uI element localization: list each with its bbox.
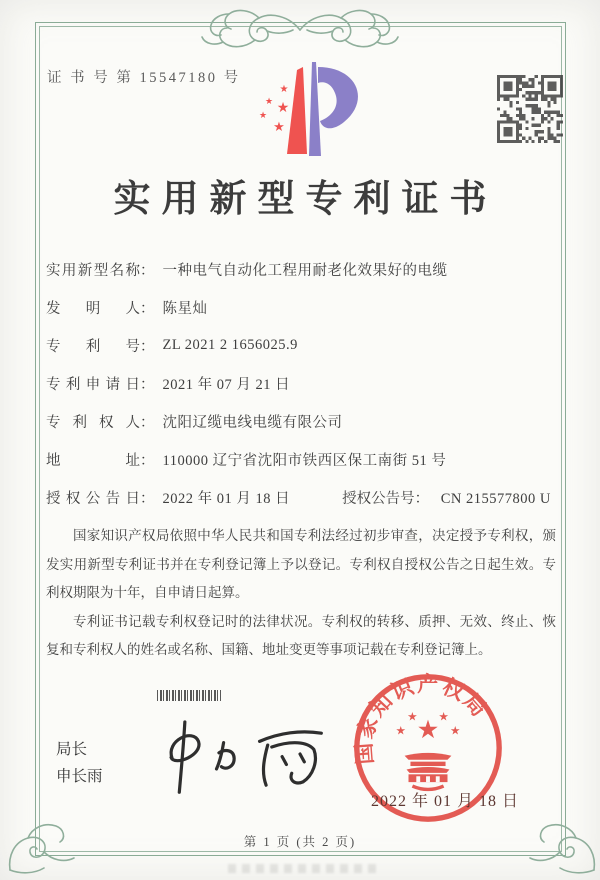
- field-value-filing-date: 2021 年 07 月 21 日: [162, 376, 291, 393]
- field-value-grant-no: CN 215577800 U: [440, 490, 551, 507]
- barcode: [157, 690, 221, 701]
- seal-text: 国家知识产权局: [351, 672, 493, 766]
- officer-name: 申长雨: [56, 768, 103, 785]
- field-label: 专利权人: [46, 414, 140, 431]
- field-label: 发明人: [46, 300, 140, 317]
- field-list: [46, 250, 558, 516]
- svg-text:★: ★: [438, 709, 449, 724]
- certificate-title: 实用新型专利证书: [113, 179, 498, 220]
- svg-text:★: ★: [407, 709, 418, 724]
- seal-date: 2022 年 01 月 18 日: [371, 793, 520, 810]
- qr-code: [497, 75, 563, 143]
- national-emblem-icon: [395, 710, 460, 790]
- field-grant-no: 授权公告号： CN 215577800 U: [342, 490, 551, 507]
- svg-text:★: ★: [450, 723, 461, 738]
- field-row-grant: 授权公告日 ： 2022 年 01 月 18 日 授权公告号： CN 215577800 U: [46, 478, 558, 516]
- field-value-address: 110000 辽宁省沈阳市铁西区保工南街 51 号: [162, 452, 447, 469]
- svg-text:★: ★: [273, 120, 285, 135]
- field-value-patent-no: ZL 2021 2 1656025.9: [162, 336, 298, 353]
- legal-paragraph-2: 专利证书记载专利权登记时的法律状况。专利权的转移、质押、无效、终止、恢复和专利权人的姓名或名称、国籍、地址变更等事项记载在专利登记簿上。: [46, 613, 556, 657]
- certificate-number: 证 书 号 第 15547180 号: [47, 70, 241, 86]
- signature-handwritten: [140, 705, 343, 804]
- field-row-patent-no: 专利号 ： ZL 2021 2 1656025.9: [46, 336, 298, 355]
- svg-text:★: ★: [416, 714, 440, 745]
- field-value-patentee: 沈阳辽缆电线电缆有限公司: [162, 414, 343, 431]
- legal-paragraph-1: 国家知识产权局依照中华人民共和国专利法经过初步审查，决定授予专利权，颁发实用新型专利证书并在专利登记簿上予以登记。专利权自授权公告之日起生效。专利权期限为十年，自申请日起算。: [46, 528, 556, 600]
- legal-text: [46, 522, 556, 665]
- field-label: 授权公告号: [342, 490, 415, 507]
- field-row-inventor: 发明人 ： 陈星灿: [46, 288, 558, 326]
- bleed-through-artifact: [228, 864, 378, 873]
- svg-text:★: ★: [279, 84, 289, 95]
- field-row-name: 实用新型名称 ： 一种电气自动化工程用耐老化效果好的电缆: [46, 250, 558, 288]
- page-indicator: 第 1 页 (共 2 页): [243, 835, 357, 849]
- svg-text:★: ★: [264, 97, 274, 107]
- field-value-grant-date: 2022 年 01 月 18 日: [162, 490, 291, 507]
- officer-title: 局长: [56, 741, 88, 758]
- field-value-inventor: 陈星灿: [162, 300, 208, 317]
- svg-text:★: ★: [395, 723, 406, 738]
- field-row-patentee: 专利权人 ： 沈阳辽缆电线电缆有限公司: [46, 402, 558, 440]
- field-label: 地址: [46, 452, 140, 469]
- field-label: 专利号: [46, 338, 140, 355]
- field-row-filing-date: 专利申请日 ： 2021 年 07 月 21 日: [46, 364, 558, 402]
- dragon-flourish-icon: [193, 4, 407, 54]
- field-label: 授权公告日: [46, 490, 140, 507]
- svg-text:★: ★: [258, 111, 268, 121]
- cnipa-logo-icon: [233, 54, 373, 166]
- field-value-name: 一种电气自动化工程用耐老化效果好的电缆: [162, 262, 448, 279]
- field-row-address: 地址 ： 110000 辽宁省沈阳市铁西区保工南街 51 号: [46, 440, 558, 478]
- field-label: 实用新型名称: [46, 262, 140, 279]
- svg-text:★: ★: [276, 100, 290, 116]
- field-label: 专利申请日: [46, 376, 140, 393]
- officer-block: [56, 736, 103, 790]
